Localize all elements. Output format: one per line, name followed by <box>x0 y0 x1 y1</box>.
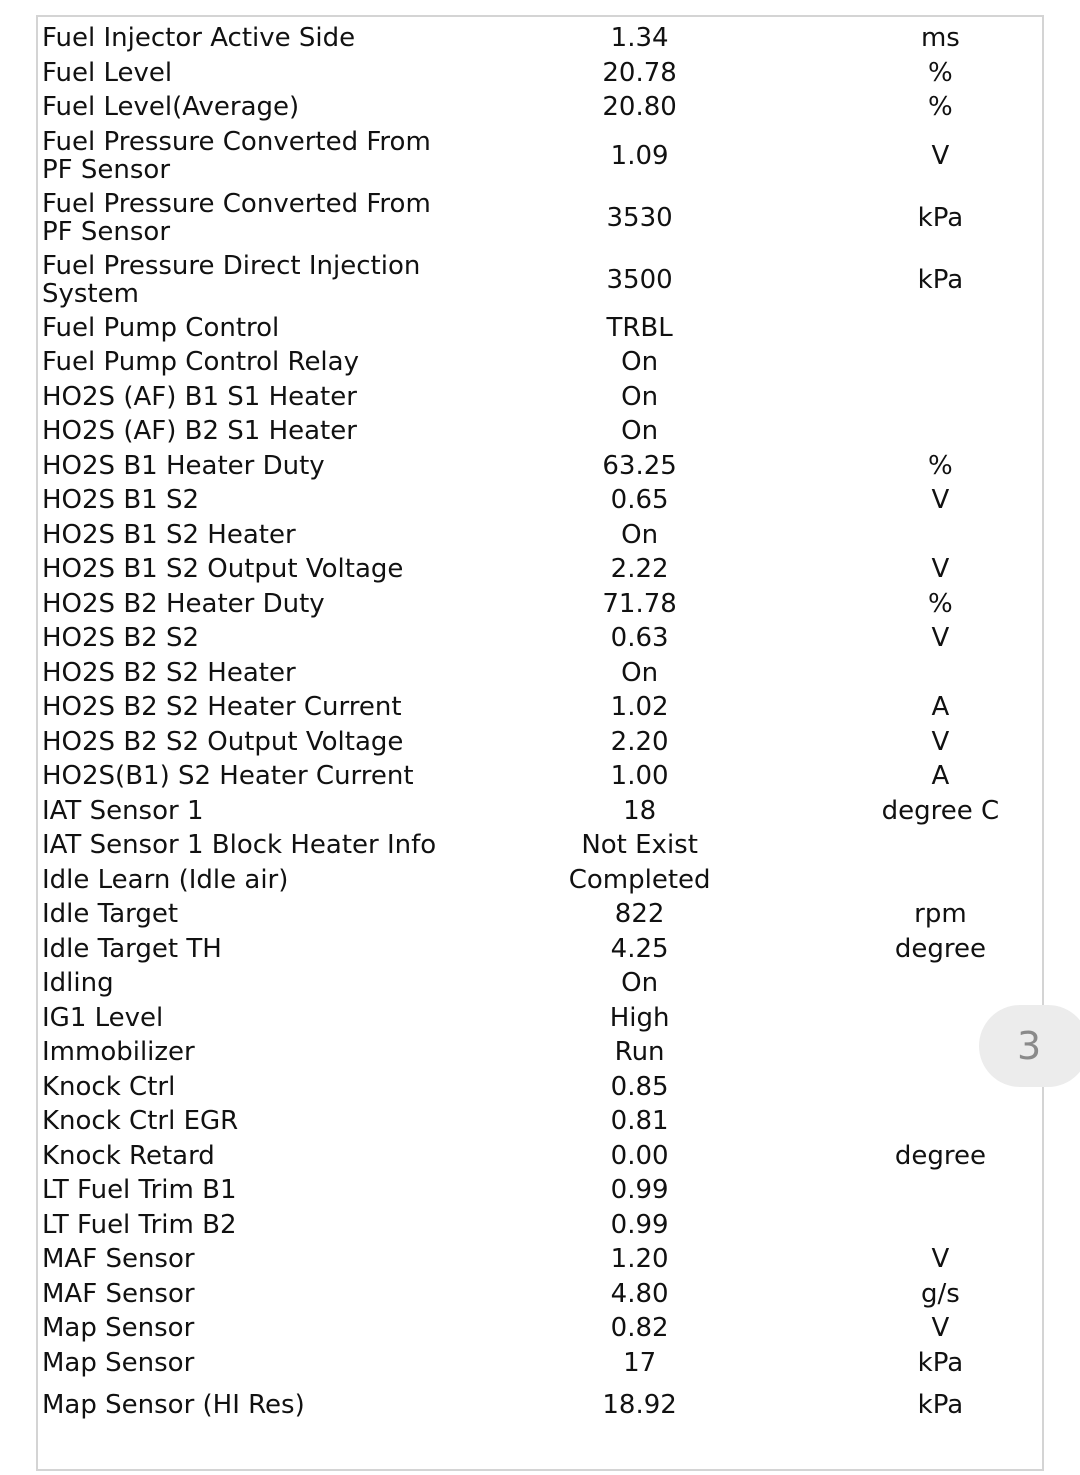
parameter-unit: degree <box>894 933 986 964</box>
data-table <box>42 21 1042 1429</box>
table-row <box>42 1035 1042 1070</box>
parameter-value: Run <box>614 1037 665 1068</box>
parameter-unit: A <box>931 692 950 723</box>
parameter-name: Fuel Injector Active Side <box>42 23 356 54</box>
parameter-unit: % <box>928 57 953 88</box>
parameter-name: HO2S B1 S2 Output Voltage <box>42 554 404 585</box>
parameter-name: IAT Sensor 1 Block Heater Info <box>42 830 437 861</box>
parameter-value: 0.99 <box>610 1209 669 1240</box>
parameter-value: On <box>621 519 659 550</box>
parameter-name: HO2S B1 Heater Duty <box>42 450 325 481</box>
parameter-unit: V <box>931 1313 950 1344</box>
parameter-value: 2.20 <box>610 726 669 757</box>
parameter-name: Fuel Level(Average) <box>42 92 300 123</box>
table-row <box>42 187 1042 249</box>
parameter-name: LT Fuel Trim B2 <box>42 1209 237 1240</box>
data-table-frame <box>36 15 1044 1471</box>
table-row <box>42 380 1042 415</box>
parameter-name: HO2S B2 Heater Duty <box>42 588 325 619</box>
parameter-name: HO2S B2 S2 Heater <box>42 657 296 688</box>
parameter-value: 20.80 <box>602 92 677 123</box>
parameter-value: 1.20 <box>610 1244 669 1275</box>
table-row <box>42 414 1042 449</box>
table-row <box>42 1070 1042 1105</box>
parameter-unit: degree C <box>881 795 1000 826</box>
parameter-value: On <box>621 347 659 378</box>
parameter-value: On <box>621 968 659 999</box>
parameter-value: 3530 <box>606 202 673 233</box>
parameter-value: 71.78 <box>602 588 677 619</box>
table-row <box>42 483 1042 518</box>
parameter-value: 20.78 <box>602 57 677 88</box>
parameter-value: 1.02 <box>610 692 669 723</box>
parameter-name: HO2S B2 S2 Heater Current <box>42 692 402 723</box>
parameter-name: HO2S B1 S2 <box>42 485 200 516</box>
parameter-value: 18 <box>623 795 657 826</box>
parameter-name: Fuel Pressure Converted From PF Sensor <box>42 126 431 185</box>
parameter-value: 18.92 <box>602 1389 677 1420</box>
table-row <box>42 828 1042 863</box>
table-row <box>42 1311 1042 1346</box>
table-row <box>42 1104 1042 1139</box>
parameter-value: High <box>609 1002 670 1033</box>
parameter-value: 0.99 <box>610 1175 669 1206</box>
parameter-value: 1.09 <box>610 140 669 171</box>
table-row <box>42 1139 1042 1174</box>
parameter-unit: kPa <box>917 202 964 233</box>
parameter-name: Idle Target <box>42 899 179 930</box>
parameter-name: Fuel Pressure Direct Injection System <box>42 250 421 309</box>
table-row <box>42 21 1042 56</box>
parameter-unit: degree <box>894 1140 986 1171</box>
table-row <box>42 1242 1042 1277</box>
parameter-value: 0.63 <box>610 623 669 654</box>
table-row <box>42 656 1042 691</box>
parameter-value: 63.25 <box>602 450 677 481</box>
parameter-value: Completed <box>568 864 711 895</box>
parameter-name: Fuel Level <box>42 57 173 88</box>
table-row <box>42 1380 1042 1429</box>
parameter-name: Immobilizer <box>42 1037 195 1068</box>
table-row <box>42 1346 1042 1381</box>
parameter-unit: rpm <box>914 899 967 930</box>
table-row <box>42 552 1042 587</box>
parameter-name: IAT Sensor 1 <box>42 795 204 826</box>
parameter-value: 0.65 <box>610 485 669 516</box>
table-row <box>42 90 1042 125</box>
parameter-name: Map Sensor <box>42 1347 195 1378</box>
parameter-name: Map Sensor <box>42 1313 195 1344</box>
parameter-name: Fuel Pump Control Relay <box>42 347 359 378</box>
parameter-unit: V <box>931 726 950 757</box>
table-row <box>42 311 1042 346</box>
table-row <box>42 690 1042 725</box>
parameter-unit: V <box>931 485 950 516</box>
parameter-unit: V <box>931 140 950 171</box>
parameter-unit: kPa <box>917 1389 964 1420</box>
parameter-value: 1.00 <box>610 761 669 792</box>
parameter-value: 0.81 <box>610 1106 669 1137</box>
parameter-name: MAF Sensor <box>42 1278 195 1309</box>
table-row <box>42 449 1042 484</box>
table-row <box>42 759 1042 794</box>
table-row <box>42 1277 1042 1312</box>
table-row <box>42 1001 1042 1036</box>
parameter-value: Not Exist <box>581 830 698 861</box>
parameter-name: HO2S B2 S2 <box>42 623 200 654</box>
parameter-name: MAF Sensor <box>42 1244 195 1275</box>
table-row <box>42 966 1042 1001</box>
parameter-name: Map Sensor (HI Res) <box>42 1389 305 1420</box>
parameter-name: HO2S B1 S2 Heater <box>42 519 296 550</box>
parameter-value: 17 <box>623 1347 657 1378</box>
parameter-value: TRBL <box>606 312 673 343</box>
parameter-value: On <box>621 381 659 412</box>
table-row <box>42 1208 1042 1243</box>
parameter-unit: % <box>928 450 953 481</box>
parameter-unit: ms <box>920 23 960 54</box>
parameter-unit: kPa <box>917 264 964 295</box>
table-row <box>42 725 1042 760</box>
table-row <box>42 249 1042 311</box>
table-row <box>42 518 1042 553</box>
table-row <box>42 897 1042 932</box>
parameter-unit: V <box>931 623 950 654</box>
parameter-value: 0.00 <box>610 1140 669 1171</box>
parameter-value: 0.82 <box>610 1313 669 1344</box>
table-row <box>42 587 1042 622</box>
table-row <box>42 1173 1042 1208</box>
table-row <box>42 125 1042 187</box>
parameter-value: 4.25 <box>610 933 669 964</box>
parameter-value: 4.80 <box>610 1278 669 1309</box>
table-row <box>42 621 1042 656</box>
parameter-name: HO2S (AF) B1 S1 Heater <box>42 381 357 412</box>
parameter-value: 0.85 <box>610 1071 669 1102</box>
parameter-name: Knock Ctrl EGR <box>42 1106 239 1137</box>
parameter-name: HO2S B2 S2 Output Voltage <box>42 726 404 757</box>
table-row <box>42 345 1042 380</box>
parameter-name: Idle Learn (Idle air) <box>42 864 289 895</box>
parameter-name: Idling <box>42 968 114 999</box>
parameter-unit: V <box>931 1244 950 1275</box>
table-row <box>42 932 1042 967</box>
parameter-name: HO2S(B1) S2 Heater Current <box>42 761 414 792</box>
parameter-name: Knock Retard <box>42 1140 215 1171</box>
parameter-name: HO2S (AF) B2 S1 Heater <box>42 416 357 447</box>
parameter-unit: kPa <box>917 1347 964 1378</box>
page-number-badge[interactable]: 3 <box>979 1005 1080 1087</box>
parameter-unit: A <box>931 761 950 792</box>
parameter-value: 2.22 <box>610 554 669 585</box>
parameter-value: 1.34 <box>610 23 669 54</box>
parameter-unit: V <box>931 554 950 585</box>
table-row <box>42 56 1042 91</box>
parameter-unit: % <box>928 92 953 123</box>
parameter-name: Knock Ctrl <box>42 1071 176 1102</box>
parameter-name: Idle Target TH <box>42 933 222 964</box>
parameter-value: On <box>621 657 659 688</box>
table-row <box>42 863 1042 898</box>
parameter-value: On <box>621 416 659 447</box>
parameter-name: LT Fuel Trim B1 <box>42 1175 237 1206</box>
parameter-unit: g/s <box>921 1278 960 1309</box>
parameter-name: IG1 Level <box>42 1002 164 1033</box>
parameter-unit: % <box>928 588 953 619</box>
parameter-name: Fuel Pump Control <box>42 312 280 343</box>
parameter-value: 822 <box>614 899 665 930</box>
table-row <box>42 794 1042 829</box>
parameter-value: 3500 <box>606 264 673 295</box>
parameter-name: Fuel Pressure Converted From PF Sensor <box>42 188 431 247</box>
